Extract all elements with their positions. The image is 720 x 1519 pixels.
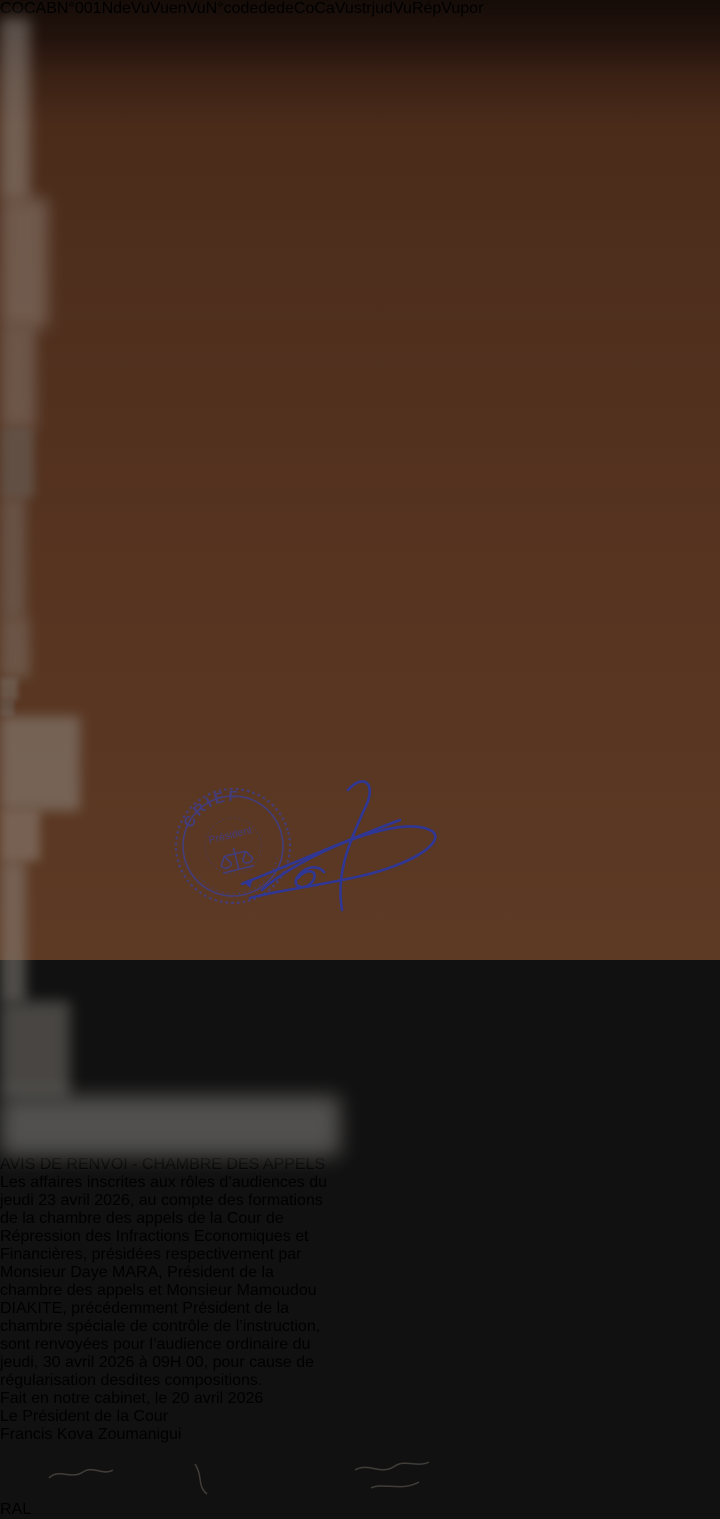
side-sheet-fragment: de <box>113 0 131 17</box>
side-document-sheet <box>556 0 720 952</box>
stain-smudge <box>0 428 34 498</box>
body-run: chambre spéciale de contrôle de l’instruction, <box>0 1318 321 1335</box>
body-run: Répression des Infractions Economiques et <box>0 1228 309 1245</box>
body-run: régularisation desdites compositions <box>0 1372 258 1389</box>
stain-smudge <box>0 811 40 861</box>
stain-smudge <box>0 700 14 716</box>
body-run: de la chambre des appels de la Cour de <box>0 1210 284 1227</box>
side-sheet-fragment: en <box>168 0 187 17</box>
round-stamp-role: Président <box>207 824 254 847</box>
side-sheet-fragment: de <box>258 0 277 17</box>
name-stamp <box>0 1426 720 1444</box>
body-line <box>0 1300 720 1318</box>
side-sheet-fragment: Vu <box>130 0 150 17</box>
side-sheet-fragment: Vu <box>334 0 354 17</box>
side-sheet-fragment: co <box>223 0 241 17</box>
stain-smudge <box>0 1001 70 1096</box>
body-line <box>0 1264 720 1282</box>
name-stamp-text: Francis Kova Zoumanigui <box>0 1426 182 1443</box>
body-run: précédemment Président de la <box>66 1300 290 1317</box>
body-run: chambre des appels <box>0 1282 149 1299</box>
stain-smudge <box>0 861 26 1001</box>
round-stamp-org: CRIEF <box>180 787 241 831</box>
body-line <box>0 1372 720 1390</box>
side-sheet-fragment: CAB <box>24 0 57 17</box>
body-run: renvoyées pour l’audience ordinaire du <box>34 1336 311 1353</box>
torn-scrap-text: RAL <box>0 1501 31 1518</box>
body-run: jeudi, 30 avril 2026 à 09H 00 <box>0 1354 204 1371</box>
body-run: et Monsieur Mamoudou <box>148 1282 317 1299</box>
side-sheet-fragment: N° <box>205 0 224 17</box>
body-run: Monsieur Daye MARA, <box>0 1264 163 1281</box>
notice-title: AVIS DE RENVOI - CHAMBRE DES APPELS <box>0 1156 326 1173</box>
side-sheet-fragment: de <box>240 0 259 17</box>
signature <box>152 750 462 930</box>
body-line <box>0 1354 720 1372</box>
body-line <box>0 1282 720 1300</box>
stain-smudge <box>0 18 30 198</box>
side-sheet-fragment: CO <box>0 0 24 17</box>
side-sheet-fragment: Vu <box>149 0 169 17</box>
side-sheet-fragment: Rép <box>411 0 442 17</box>
body-run: , <box>203 1354 213 1371</box>
body-run: . <box>257 1372 263 1389</box>
stain-smudge <box>0 498 26 618</box>
body-run: Président de la <box>162 1264 274 1281</box>
closing-line: Fait en notre cabinet, le 20 avril 2026 <box>0 1390 264 1407</box>
stain-smudge <box>0 678 18 700</box>
body-line <box>0 1210 720 1228</box>
stain-smudge <box>0 198 48 328</box>
pen-scribbles <box>35 1444 455 1514</box>
body-line <box>0 1228 720 1246</box>
side-sheet-fragment: Vu <box>392 0 412 17</box>
stain-smudge <box>0 618 30 678</box>
body-run: DIAKITE, <box>0 1300 67 1317</box>
side-sheet-fragment: Co <box>293 0 315 17</box>
side-sheet-fragment: str <box>353 0 372 17</box>
body-line <box>0 1336 720 1354</box>
body-run: pour cause de <box>212 1354 314 1371</box>
side-sheet-fragment: Vu <box>441 0 461 17</box>
body-line <box>0 1318 720 1336</box>
side-sheet-fragment: N <box>101 0 114 17</box>
side-sheet-fragment: N° <box>56 0 75 17</box>
side-sheet-fragment: de <box>276 0 294 17</box>
signer-title-line: Le Président de la Cour <box>0 1408 169 1425</box>
stain-smudge <box>0 328 36 428</box>
side-sheet-fragment: 001 <box>74 0 102 17</box>
stain-smudge <box>0 1096 340 1156</box>
body-line <box>0 1192 720 1210</box>
body-line <box>0 1246 720 1264</box>
side-sheet-fragment: Ca <box>314 0 335 17</box>
side-sheet-fragment: Vu <box>186 0 206 17</box>
body-run: sont <box>0 1336 35 1353</box>
body-run: Financières, présidées respectivement par <box>0 1246 302 1263</box>
body-run: jeudi 23 avril 2026, au compte des formations <box>0 1192 323 1209</box>
notice-text-block <box>0 1156 720 1426</box>
notice-body <box>0 1174 720 1390</box>
side-sheet-fragment: jud <box>371 0 393 17</box>
body-line <box>0 1174 720 1192</box>
body-run: Les affaires inscrites aux rôles d’audiences du <box>0 1174 327 1191</box>
side-sheet-fragment: por <box>460 0 484 17</box>
stain-smudge <box>0 716 80 811</box>
